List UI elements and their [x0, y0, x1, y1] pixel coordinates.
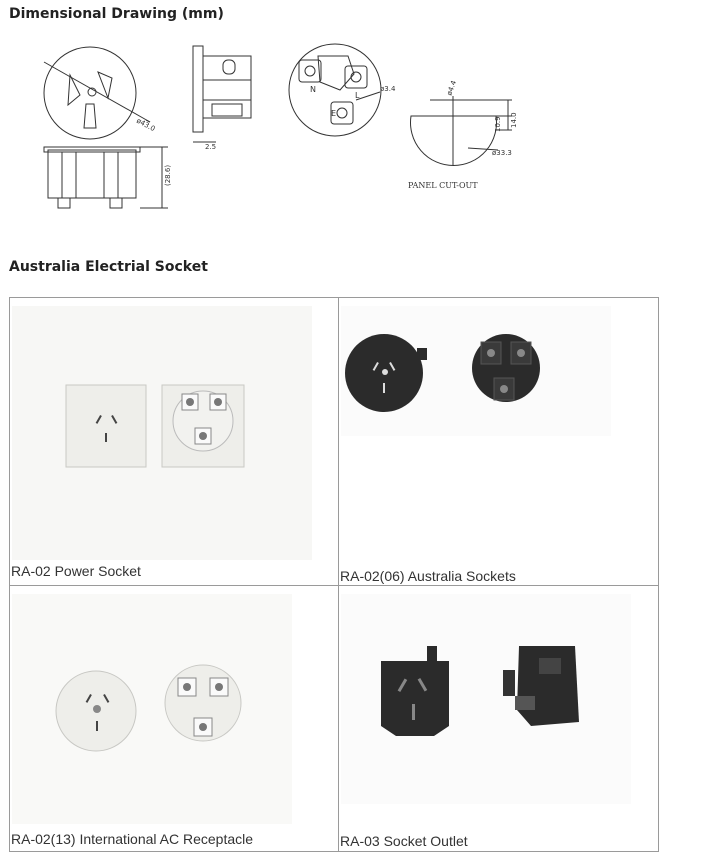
dim-10-9: 10.9	[494, 116, 502, 132]
pin-n: N	[310, 85, 316, 94]
front-view	[44, 47, 156, 139]
section-heading: Australia Electrial Socket	[9, 259, 208, 275]
product-cell	[339, 298, 659, 586]
product-cell	[10, 586, 339, 852]
pin-e: E	[331, 109, 337, 118]
product-caption: RA-02(13) International AC Receptacle	[11, 831, 254, 847]
product-caption: RA-02 Power Socket	[11, 563, 141, 579]
dimensional-drawing-heading: Dimensional Drawing (mm)	[9, 6, 224, 22]
side-view	[44, 147, 172, 208]
product-image	[339, 298, 658, 568]
dim-43: ø43.0	[135, 116, 157, 134]
product-image	[10, 586, 338, 836]
panel-cutout-label: PANEL CUT-OUT	[408, 181, 478, 190]
panel-cutout	[408, 79, 518, 190]
pin-l: L	[355, 91, 360, 100]
product-image	[339, 586, 658, 836]
dim-14-0: 14.0	[510, 112, 518, 128]
product-caption: RA-03 Socket Outlet	[340, 833, 468, 849]
product-cell	[339, 586, 659, 852]
dim-3-4: ø3.4	[380, 85, 396, 93]
dimensional-drawing	[36, 36, 536, 216]
dim-28-6: (28.6)	[164, 164, 172, 186]
dim-33-3: ø33.3	[492, 149, 512, 157]
dim-4-4: ø4.4	[445, 79, 459, 97]
product-cell	[10, 298, 339, 586]
product-caption: RA-02(06) Australia Sockets	[340, 568, 516, 584]
product-image	[10, 298, 338, 568]
product-table	[9, 297, 659, 852]
rear-view	[289, 44, 396, 136]
dim-2-5: 2.5	[205, 143, 217, 151]
profile-view	[193, 46, 251, 151]
